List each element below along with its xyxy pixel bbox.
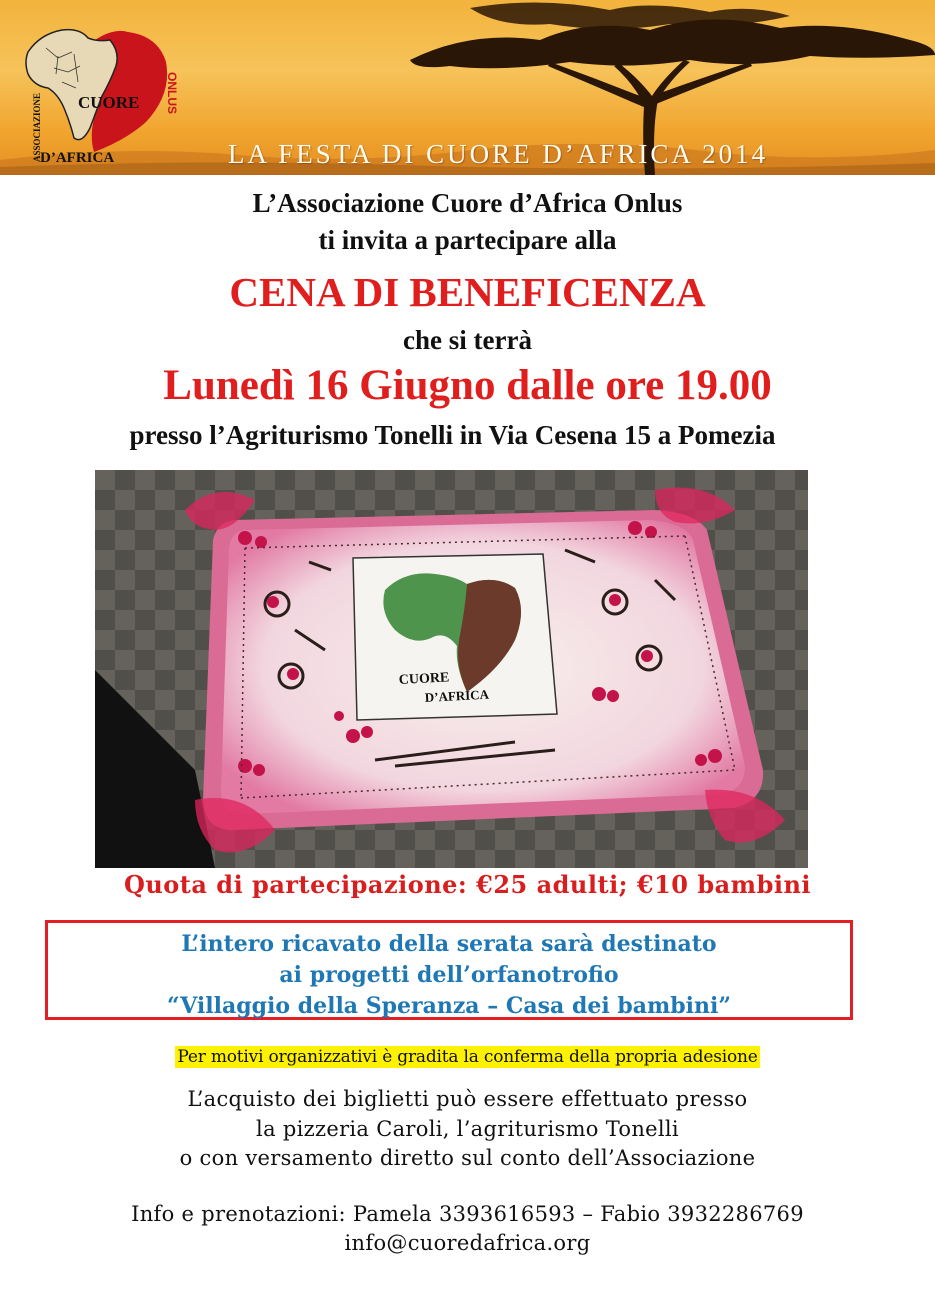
association-logo <box>18 12 188 170</box>
svg-text:CUORE: CUORE <box>398 670 450 688</box>
svg-text:ASSOCIAZIONE: ASSOCIAZIONE <box>32 92 42 162</box>
contact-email[interactable]: info@cuoredafrica.org <box>344 1231 591 1255</box>
svg-text:D’AFRICA: D’AFRICA <box>40 150 115 166</box>
confirmation-notice: Per motivi organizzativi è gradita la conferma della propria adesione <box>177 1047 758 1067</box>
header-banner <box>0 0 935 175</box>
invite-line-invite: ti invita a partecipare alla <box>318 225 617 255</box>
svg-text:D’AFRICA: D’AFRICA <box>424 686 490 705</box>
event-location: presso l’Agriturismo Tonelli in Via Cesena 15 a Pomezia <box>129 420 776 450</box>
cake-image <box>95 470 808 868</box>
purchase-line-1: L’acquisto dei biglietti può essere effettuato presso <box>187 1087 748 1111</box>
proceeds-line-2: ai progetti dell’orfanotrofio <box>279 962 619 988</box>
proceeds-line-3: “Villaggio della Speranza – Casa dei bambini” <box>166 993 732 1019</box>
participation-fee: Quota di partecipazione: €25 adulti; €10 bambini <box>123 870 812 899</box>
event-title: CENA DI BENEFICENZA <box>229 269 706 315</box>
invite-line-held: che si terrà <box>403 325 532 355</box>
cake-photo <box>95 470 808 868</box>
svg-text:CUORE: CUORE <box>78 93 140 112</box>
svg-text:ONLUS: ONLUS <box>165 72 179 114</box>
contact-info: Info e prenotazioni: Pamela 3393616593 – Fabio 3932286769 <box>131 1202 804 1226</box>
africa-heart-icon <box>18 12 188 170</box>
event-date: Lunedì 16 Giugno dalle ore 19.00 <box>163 362 772 409</box>
header-title: LA FESTA DI CUORE D’AFRICA 2014 <box>228 139 769 169</box>
proceeds-box <box>45 920 853 1020</box>
proceeds-line-1: L’intero ricavato della serata sarà destinato <box>181 931 717 957</box>
invite-line-association: L’Associazione Cuore d’Africa Onlus <box>252 188 683 218</box>
notice-wrapper <box>0 1046 935 1068</box>
purchase-line-3: o con versamento diretto sul conto dell’Associazione <box>179 1146 756 1170</box>
purchase-line-2: la pizzeria Caroli, l’agriturismo Tonelli <box>256 1117 679 1141</box>
